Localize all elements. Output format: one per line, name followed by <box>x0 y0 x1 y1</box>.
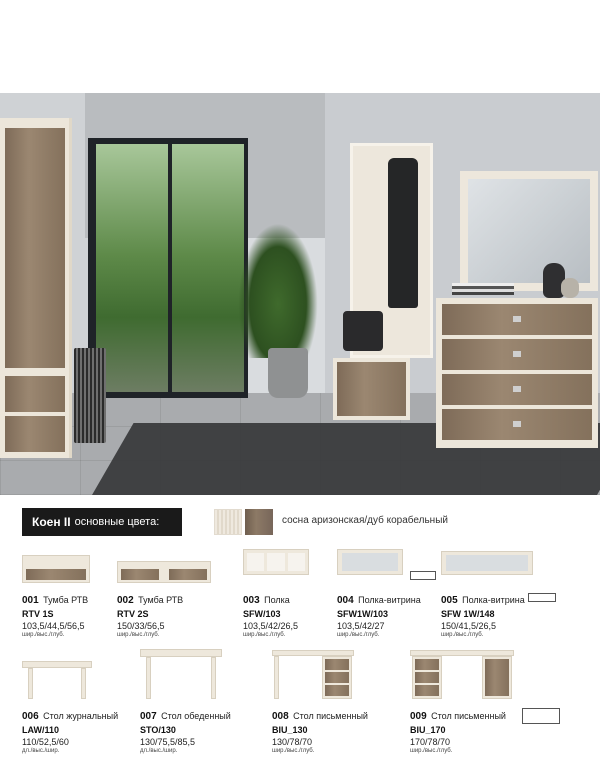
desk-drawer <box>325 659 349 670</box>
chest-of-drawers <box>436 298 598 448</box>
item-dims: 150/33/56,5 <box>117 620 165 631</box>
item-006-image <box>22 661 92 699</box>
hero-room-photo <box>0 93 600 495</box>
item-dim-label: шир./выс./глуб. <box>22 632 65 639</box>
color-swatch-pine <box>214 509 242 535</box>
item-name: Стол журнальный <box>43 711 119 721</box>
dresser-drawer <box>442 409 592 440</box>
item-number: 009 <box>410 711 427 722</box>
item-name: Тумба РТВ <box>138 595 184 605</box>
dresser-drawer <box>442 304 592 335</box>
table-top <box>140 649 222 657</box>
item-dim-label: шир./выс./глуб. <box>441 632 484 639</box>
item-005-text <box>441 590 525 639</box>
wardrobe-door <box>5 128 65 368</box>
table-leg <box>211 657 216 699</box>
desk-drawer <box>325 685 349 696</box>
books <box>452 283 514 295</box>
vase-small <box>561 278 579 298</box>
item-code: RTV 1S <box>22 609 54 620</box>
wardrobe-drawer <box>5 416 65 452</box>
showcase-glass <box>342 553 398 571</box>
mirror-glass <box>468 179 590 283</box>
item-code: LAW/110 <box>22 725 60 736</box>
item-number: 008 <box>272 711 289 722</box>
window-pane-right <box>172 144 244 392</box>
handbag <box>343 311 383 351</box>
item-number: 001 <box>22 595 39 606</box>
hanging-coat <box>388 158 418 308</box>
wall-mirror <box>460 171 598 291</box>
plant-leaves <box>238 223 318 358</box>
item-dim-label: дл./выс./шир. <box>140 748 178 755</box>
dresser-drawer <box>442 374 592 405</box>
item-name: Полка-витрина <box>358 595 421 605</box>
item-004-image <box>337 549 403 575</box>
item-dims: 130/78/70 <box>272 736 313 747</box>
shelf-cell <box>267 553 285 571</box>
color-swatch-oak <box>245 509 273 535</box>
window-pane-left <box>96 144 168 392</box>
item-dim-label: шир./выс./глуб. <box>272 748 315 755</box>
dresser-drawer <box>442 339 592 370</box>
item-code: BIU_170 <box>410 725 446 736</box>
item-name: Стол письменный <box>293 711 368 721</box>
plant-pot <box>268 348 308 398</box>
item-dim-label: шир./выс./глуб. <box>410 748 453 755</box>
item-code: STO/130 <box>140 725 176 736</box>
item-name: Полка <box>264 595 290 605</box>
item-004-text <box>337 590 421 639</box>
item-number: 006 <box>22 711 39 722</box>
item-dim-label: шир./выс./глуб. <box>337 632 380 639</box>
desk-drawer <box>415 685 439 696</box>
desk-drawer <box>415 659 439 670</box>
desk-drawer <box>325 672 349 683</box>
item-001-text <box>22 590 88 639</box>
table-leg <box>146 657 151 699</box>
desk-leg <box>274 656 279 699</box>
item-dim-label: шир./выс./глуб. <box>117 632 160 639</box>
item-dims: 170/78/70 <box>410 736 451 747</box>
item-code: SFW 1W/148 <box>441 609 495 620</box>
table-leg <box>81 668 86 699</box>
table-top <box>22 661 92 668</box>
item-007-image <box>140 649 222 699</box>
item-dims: 103,5/42/26,5 <box>243 620 299 631</box>
item-009-image <box>410 650 514 699</box>
garden-window <box>88 138 248 398</box>
item-number: 002 <box>117 595 134 606</box>
item-dim-label: шир./выс./глуб. <box>243 632 286 639</box>
potted-plant <box>238 223 318 398</box>
item-003-text <box>243 590 298 639</box>
shelf-cell <box>247 553 264 571</box>
item-005-image <box>441 551 533 575</box>
item-number: 003 <box>243 595 260 606</box>
item-dim-label: дл./выс./шир. <box>22 748 60 755</box>
desk-cabinet-door <box>485 659 509 696</box>
item-007-text <box>140 706 231 755</box>
item-005-drawing-icon <box>528 593 556 602</box>
hallway-bench <box>333 358 410 420</box>
item-006-text <box>22 706 118 755</box>
item-dims: 103,5/44,5/56,5 <box>22 620 85 631</box>
tv-stand-drawer <box>169 569 207 580</box>
umbrella-stand <box>74 348 106 443</box>
series-name: Коен II <box>32 515 71 529</box>
item-code: BIU_130 <box>272 725 308 736</box>
showcase-glass <box>446 555 528 571</box>
desk-drawer <box>415 672 439 683</box>
item-008-image <box>272 650 354 699</box>
item-name: Стол письменный <box>431 711 506 721</box>
item-number: 005 <box>441 595 458 606</box>
item-004-drawing-icon <box>410 571 436 580</box>
series-header <box>22 508 182 536</box>
wardrobe <box>0 118 72 458</box>
series-subtitle: основные цвета: <box>74 516 160 528</box>
tv-stand-drawer <box>26 569 86 580</box>
item-002-text <box>117 590 183 639</box>
item-001-image <box>22 555 90 583</box>
tv-stand-drawer <box>121 569 159 580</box>
shelf-cell <box>288 553 305 571</box>
bench-front <box>337 362 406 416</box>
item-number: 007 <box>140 711 157 722</box>
item-dims: 103,5/42/27 <box>337 620 385 631</box>
wardrobe-drawer <box>5 376 65 412</box>
table-leg <box>28 668 33 699</box>
item-008-text <box>272 706 368 755</box>
item-003-image <box>243 549 309 575</box>
item-name: Стол обеденный <box>161 711 231 721</box>
item-009-text <box>410 706 506 755</box>
item-009-drawing-icon <box>522 708 560 724</box>
item-code: RTV 2S <box>117 609 149 620</box>
color-label: сосна аризонская/дуб корабельный <box>282 515 448 526</box>
item-dims: 130/75,5/85,5 <box>140 736 196 747</box>
item-code: SFW1W/103 <box>337 609 389 620</box>
item-002-image <box>117 561 211 583</box>
item-number: 004 <box>337 595 354 606</box>
item-code: SFW/103 <box>243 609 281 620</box>
item-name: Полка-витрина <box>462 595 525 605</box>
item-dims: 110/52,5/60 <box>22 736 69 747</box>
item-dims: 150/41,5/26,5 <box>441 620 497 631</box>
item-name: Тумба РТВ <box>43 595 89 605</box>
